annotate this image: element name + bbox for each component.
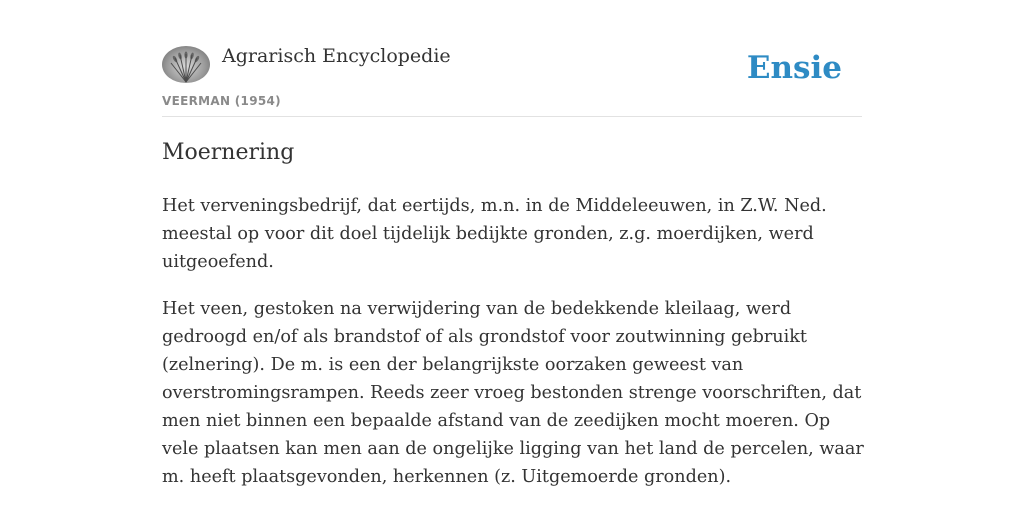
brand-logo[interactable]: Ensie bbox=[746, 50, 842, 86]
article-body bbox=[162, 192, 868, 510]
article-title: Moernering bbox=[162, 140, 295, 165]
source-header bbox=[162, 40, 862, 117]
paragraph: Het veen, gestoken na verwijdering van de bedekkende kleilaag, werd gedroogd en/of als brandstof of als grondstof voor zoutwinning gebruikt (zelnering). De m. is een der belangrijkste oorzaken geweest van overstromingsrampen. Reeds zeer vroeg bestonden strenge voorschriften, dat men niet binnen een bepaalde afstand van de zeedijken mocht moeren. Op vele plaatsen kan men aan de ongelijke ligging van het land de percelen, waar m. heeft plaatsgevonden, herkennen (z. Uitgemoerde gronden). bbox=[162, 299, 864, 487]
wheat-sheaf-icon[interactable] bbox=[162, 46, 210, 83]
source-subtitle: VEERMAN (1954) bbox=[162, 94, 281, 108]
source-title[interactable]: Agrarisch Encyclopedie bbox=[222, 45, 451, 67]
paragraph: Het verveningsbedrijf, dat eertijds, m.n. in de Middeleeuwen, in Z.W. Ned. meestal op voor dit doel tijdelijk bedijkte gronden, z.g. moerdijken, werd uitgeoefend. bbox=[162, 196, 827, 272]
